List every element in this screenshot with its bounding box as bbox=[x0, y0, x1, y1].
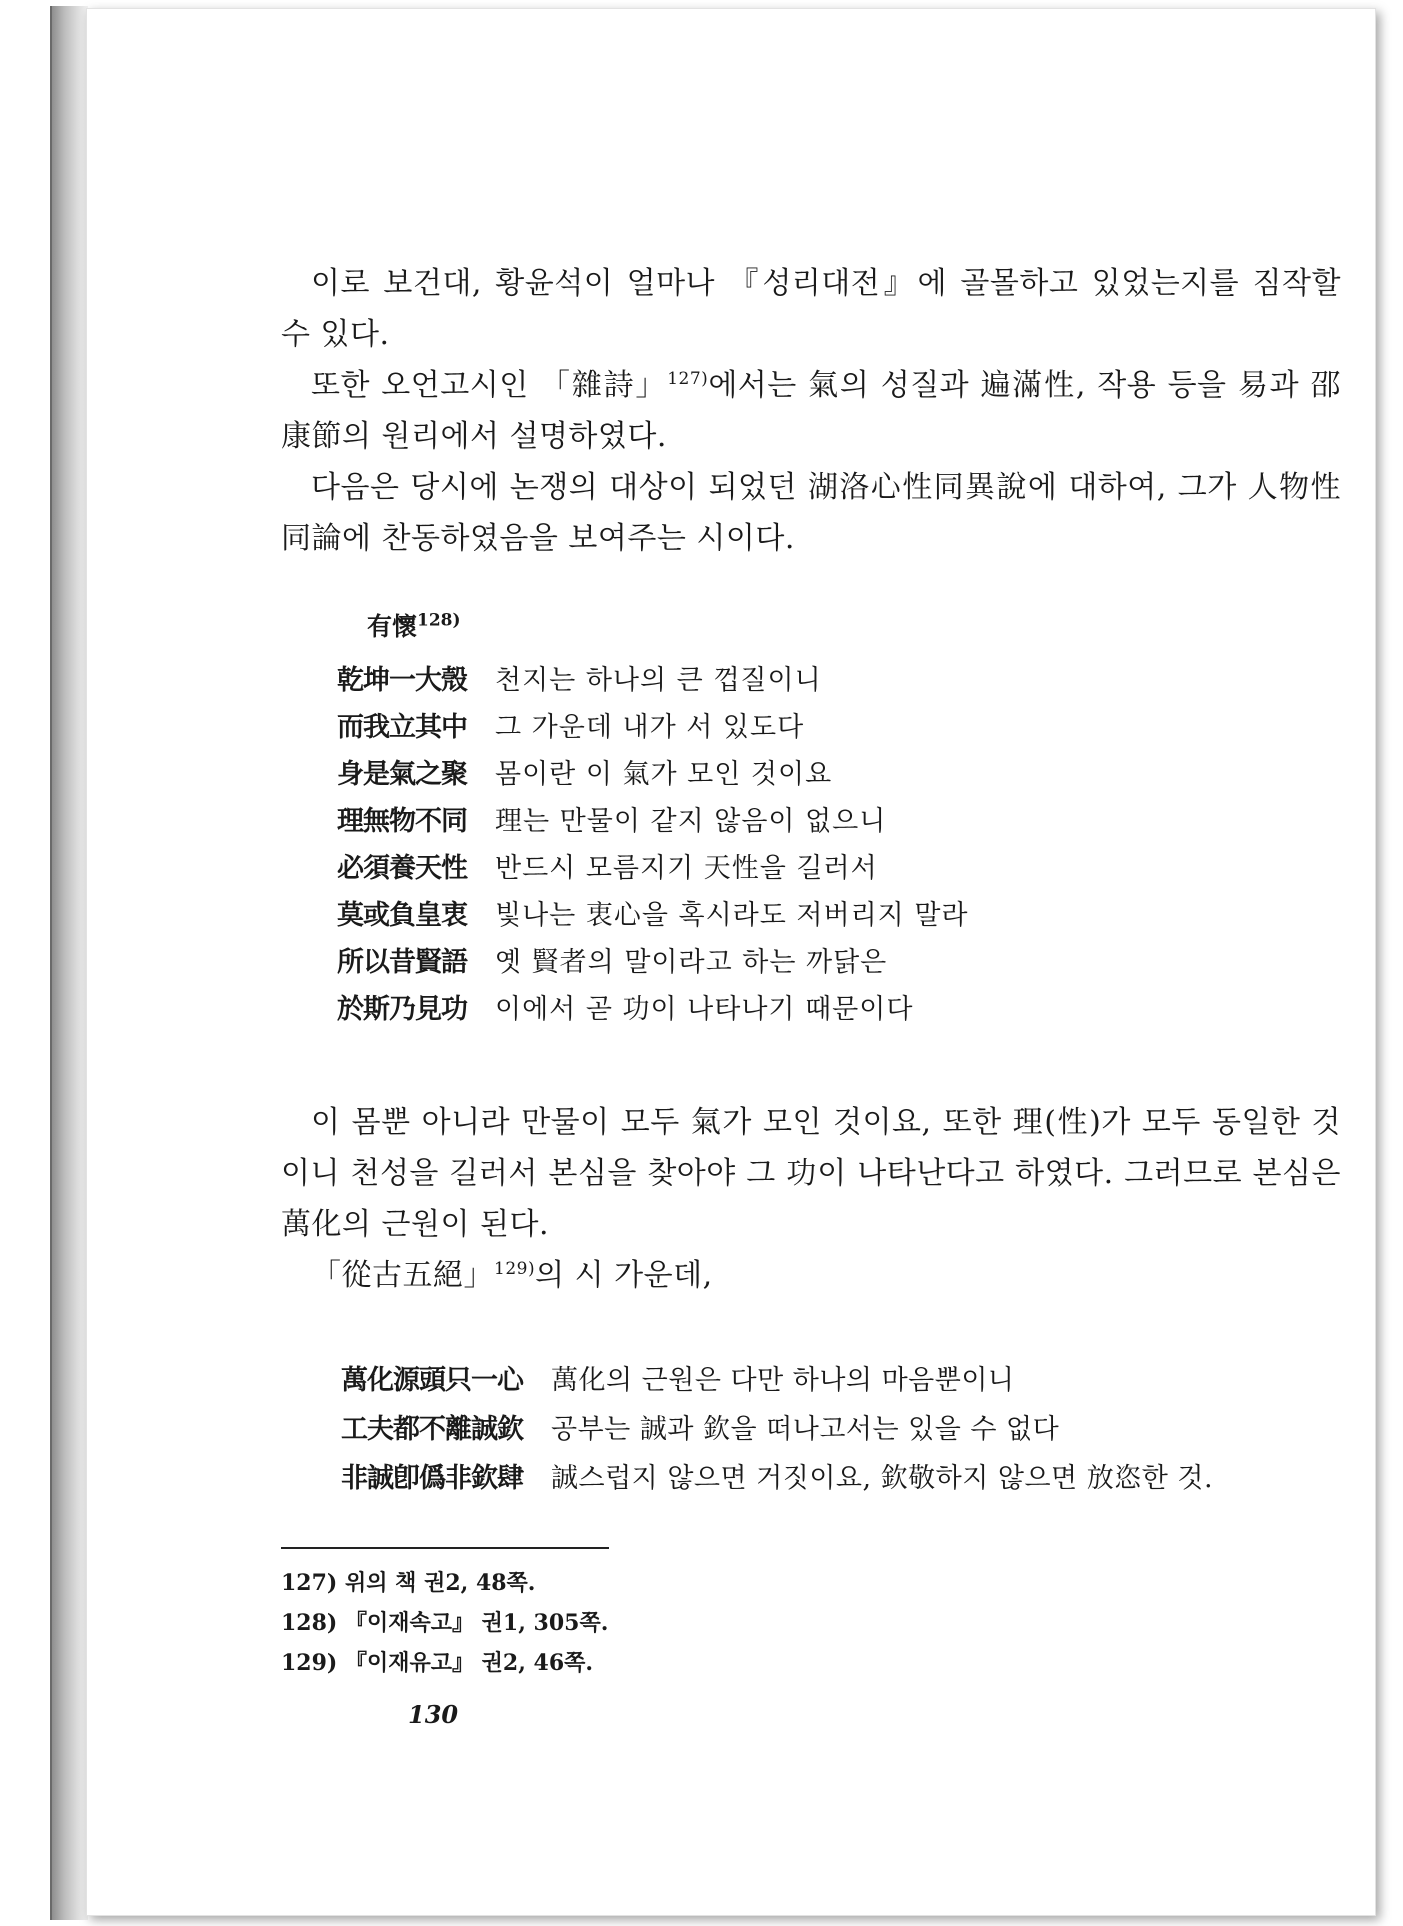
page-content bbox=[281, 258, 1341, 1683]
poem-line-hanja: 乾坤一大殼 bbox=[337, 665, 467, 696]
poem-line-hanja: 必須養天性 bbox=[337, 853, 467, 884]
paragraph-3: 다음은 당시에 논쟁의 대상이 되었던 湖洛心性同異說에 대하여, 그가 人物性同論에 찬동하였음을 보여주는 시이다. bbox=[281, 470, 1341, 556]
paragraph-2 bbox=[281, 360, 1341, 462]
poem-line-translation: 반드시 모름지기 天性을 길러서 bbox=[495, 853, 878, 884]
verse-line bbox=[281, 1356, 1341, 1405]
footnote-ref-128: 128) bbox=[417, 610, 461, 631]
poem-line bbox=[281, 939, 1341, 986]
poem-line bbox=[281, 986, 1341, 1033]
poem-line-translation: 옛 賢者의 말이라고 하는 까닭은 bbox=[495, 947, 888, 978]
poem-line bbox=[281, 798, 1341, 845]
poem-line bbox=[281, 751, 1341, 798]
poem-line bbox=[281, 892, 1341, 939]
verse-source-title: 「從古五絕」 bbox=[311, 1258, 494, 1293]
poem-line-hanja: 而我立其中 bbox=[337, 712, 467, 743]
paragraph-5 bbox=[281, 1250, 1341, 1301]
verse-line-translation: 誠스럽지 않으면 거짓이요, 欽敬하지 않으면 放恣한 것. bbox=[551, 1463, 1214, 1494]
poem-line-hanja: 身是氣之聚 bbox=[337, 759, 467, 790]
book-spine bbox=[50, 6, 88, 1920]
verse-line-hanja: 工夫都不離誠欽 bbox=[341, 1414, 523, 1445]
poem-block bbox=[281, 607, 1341, 1033]
poem-line bbox=[281, 657, 1341, 704]
poem-line-translation: 이에서 곧 功이 나타나기 때문이다 bbox=[495, 994, 914, 1025]
poem-line-translation: 천지는 하나의 큰 껍질이니 bbox=[495, 665, 822, 696]
footnote-divider bbox=[281, 1547, 609, 1549]
verse-line-hanja: 萬化源頭只一心 bbox=[341, 1365, 523, 1396]
page-number: 130 bbox=[408, 1700, 459, 1729]
footnote-127: 127) 위의 책 권2, 48쪽. bbox=[281, 1570, 536, 1596]
poem-line-hanja: 於斯乃見功 bbox=[337, 994, 467, 1025]
paragraph-1: 이로 보건대, 황윤석이 얼마나 『성리대전』에 골몰하고 있었는지를 짐작할 수 있다. bbox=[281, 266, 1341, 352]
verse-block bbox=[281, 1356, 1341, 1503]
paragraph-4: 이 몸뿐 아니라 만물이 모두 氣가 모인 것이요, 또한 理(性)가 모두 동일한 것이니 천성을 길러서 본심을 찾아야 그 功이 나타난다고 하였다. 그러므로 본심은 萬化의 근원이 된다. bbox=[281, 1105, 1341, 1242]
poem-title: 有懷$^{128)}$ bbox=[367, 610, 461, 641]
poem-line bbox=[281, 845, 1341, 892]
poem-line-hanja: 所以昔賢語 bbox=[337, 947, 467, 978]
footnote-ref-127: 127) bbox=[667, 369, 709, 389]
verse-line-hanja: 非誠卽僞非欽肆 bbox=[341, 1463, 523, 1494]
paragraph-5-rest: 의 시 가운데, bbox=[535, 1258, 713, 1293]
poem-line-translation: 그 가운데 내가 서 있도다 bbox=[495, 712, 805, 743]
footnote-129: 129) 『이재유고』 권2, 46쪽. bbox=[281, 1650, 594, 1676]
paragraph-2-rest: 에서는 氣의 성질과 遍滿性, 작용 등을 易과 邵康節의 원리에서 설명하였다. bbox=[281, 368, 1341, 454]
footnote-ref-129: 129) bbox=[494, 1259, 536, 1279]
book-page bbox=[86, 8, 1376, 1916]
poem-line bbox=[281, 704, 1341, 751]
poem-line-translation: 理는 만물이 같지 않음이 없으니 bbox=[495, 806, 887, 837]
verse-line bbox=[281, 1405, 1341, 1454]
poem-line-translation: 빛나는 衷心을 혹시라도 저버리지 말라 bbox=[495, 900, 969, 931]
paragraph-2-start: 또한 오언고시인 「雜詩」 bbox=[311, 368, 668, 403]
footnote-128: 128) 『이재속고』 권1, 305쪽. bbox=[281, 1610, 609, 1636]
poem-line-hanja: 莫或負皇衷 bbox=[337, 900, 467, 931]
verse-line-translation: 萬化의 근원은 다만 하나의 마음뿐이니 bbox=[551, 1365, 1015, 1396]
footnotes bbox=[281, 1563, 1341, 1683]
verse-line-translation: 공부는 誠과 欽을 떠나고서는 있을 수 없다 bbox=[551, 1414, 1060, 1445]
poem-line-translation: 몸이란 이 氣가 모인 것이요 bbox=[495, 759, 833, 790]
poem-line-hanja: 理無物不同 bbox=[337, 806, 467, 837]
verse-line bbox=[281, 1454, 1341, 1503]
